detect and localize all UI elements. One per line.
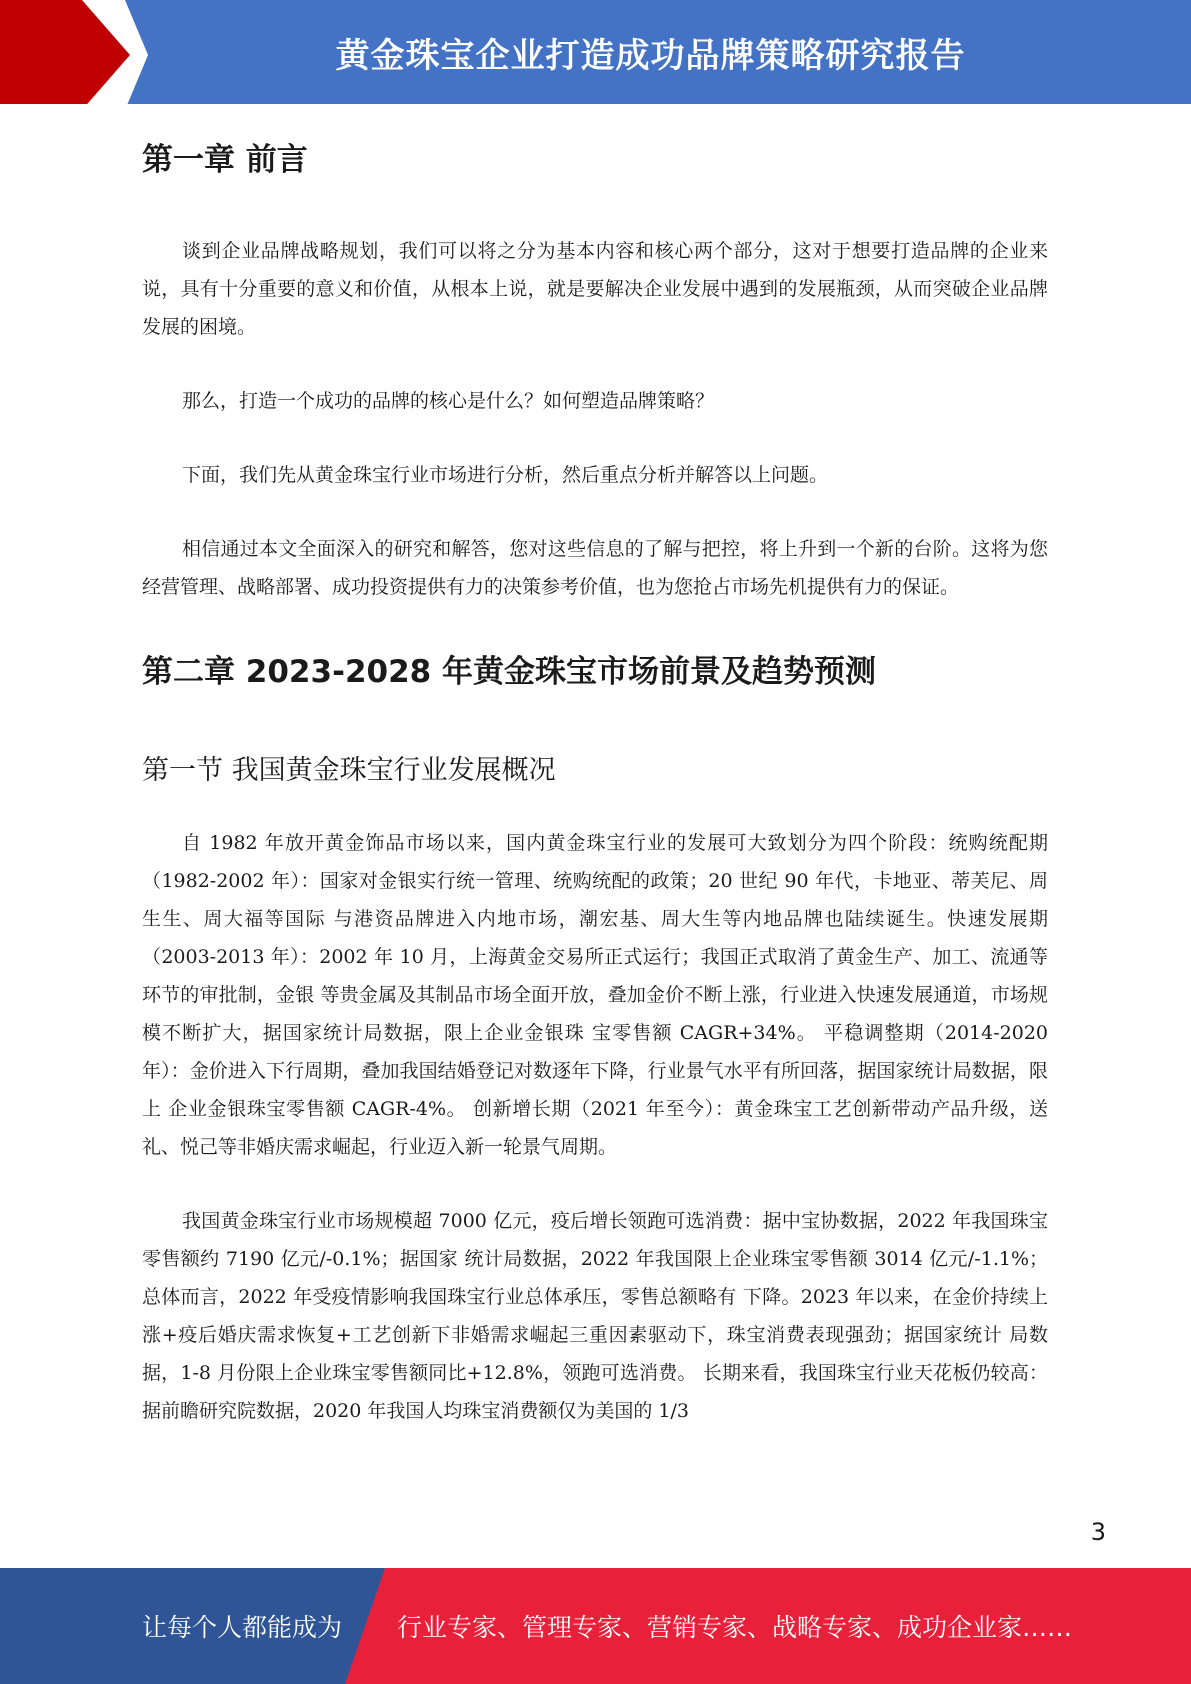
header-title: 黄金珠宝企业打造成功品牌策略研究报告	[335, 35, 966, 76]
chapter1-heading: 第一章 前言	[142, 142, 308, 178]
chapter1-paragraph-4: 相信通过本文全面深入的研究和解答，您对这些信息的了解与把控，将上升到一个新的台阶。这将为您经营管理、战略部署、成功投资提供有力的决策参考价值，也为您抢占市场先机提供有力的保证。	[142, 538, 1048, 598]
footer-slogan-right: 行业专家、管理专家、营销专家、战略专家、成功企业家……	[397, 1613, 1073, 1642]
chapter1-paragraph-2: 那么，打造一个成功的品牌的核心是什么？如何塑造品牌策略？	[182, 390, 715, 412]
section1-paragraph-2: 我国黄金珠宝行业市场规模超 7000 亿元，疫后增长领跑可选消费：据中宝协数据，2022 年我国珠宝零售额约 7190 亿元/-0.1%；据国家 统计局数据，2022 年我国限上企业珠宝零售额 3014 亿元/-1.1%；总体而言，2022 年受疫情影响我国珠宝行业总体承压，零售总额略有 下降。2023 年以来，在金价持续上涨+疫后婚庆需求恢复+工艺创新下非婚需求崛起三重因素驱动下，珠宝消费表现强劲；据国家统计 局数据，1-8 月份限上企业珠宝零售额同比+12.8%，领跑可选消费。 长期来看，我国珠宝行业天花板仍较高：据前瞻研究院数据，2020 年我国人均珠宝消费额仅为美国的 1/3	[142, 1210, 1048, 1422]
chapter1-paragraph-3: 下面，我们先从黄金珠宝行业市场进行分析，然后重点分析并解答以上问题。	[182, 464, 829, 486]
chapter2-heading: 第二章 2023-2028 年黄金珠宝市场前景及趋势预测	[142, 654, 877, 690]
document-body	[142, 130, 1048, 1430]
chapter1-paragraph-1: 谈到企业品牌战略规划，我们可以将之分为基本内容和核心两个部分，这对于想要打造品牌的企业来说，具有十分重要的意义和价值，从根本上说，就是要解决企业发展中遇到的发展瓶颈，从而突破企业品牌发展的困境。	[142, 240, 1048, 338]
page-footer	[0, 1568, 1191, 1684]
section1-heading: 第一节 我国黄金珠宝行业发展概况	[142, 755, 556, 786]
page-number: 3	[1090, 1518, 1106, 1546]
footer-slogan-left: 让每个人都能成为	[142, 1613, 343, 1642]
page-header	[0, 0, 1191, 110]
section1-paragraph-1: 自 1982 年放开黄金饰品市场以来，国内黄金珠宝行业的发展可大致划分为四个阶段：统购统配期（1982-2002 年）：国家对金银实行统一管理、统购统配的政策；20 世纪 90 年代，卡地亚、蒂芙尼、周生生、周大福等国际 与港资品牌进入内地市场，潮宏基、周大生等内地品牌也陆续诞生。快速发展期（2003-2013 年）：2002 年 10 月，上海黄金交易所正式运行；我国正式取消了黄金生产、加工、流通等环节的审批制，金银 等贵金属及其制品市场全面开放，叠加金价不断上涨，行业进入快速发展通道，市场规模不断扩大，据国家统计局数据，限上企业金银珠 宝零售额 CAGR+34%。 平稳调整期（2014-2020 年）：金价进入下行周期，叠加我国结婚登记对数逐年下降，行业景气水平有所回落，据国家统计局数据，限上 企业金银珠宝零售额 CAGR-4%。 创新增长期（2021 年至今）：黄金珠宝工艺创新带动产品升级，送礼、悦己等非婚庆需求崛起，行业迈入新一轮景气周期。	[142, 832, 1048, 1158]
